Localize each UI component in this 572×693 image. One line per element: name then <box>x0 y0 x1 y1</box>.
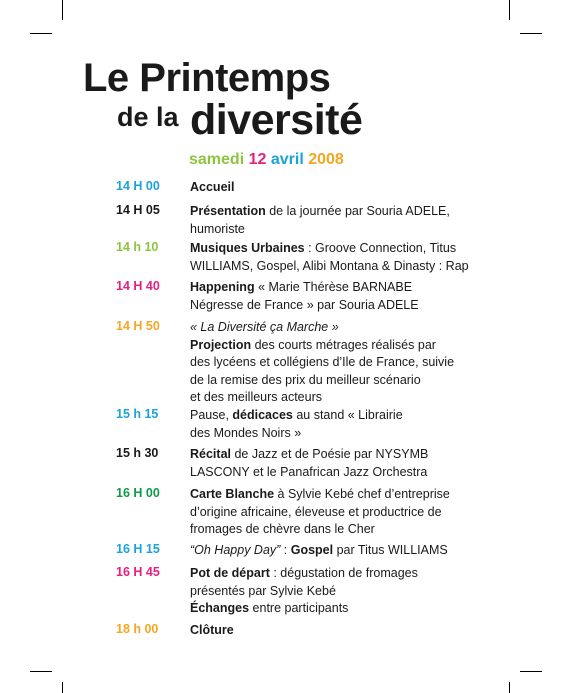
highlight-text: Musiques Urbaines <box>190 241 305 255</box>
description-line <box>190 258 510 276</box>
body-text: de la remise des prix du meilleur scénario <box>190 372 421 387</box>
body-text: à Sylvie Kebé chef d’entreprise <box>274 487 450 501</box>
entry-time: 14 H 40 <box>116 279 160 293</box>
highlight-text: Pot de départ <box>190 566 270 580</box>
entry-time: 14 h 10 <box>116 240 159 254</box>
body-text: fromages de chèvre dans le Cher <box>190 522 375 536</box>
entry-time: 15 h 15 <box>116 407 159 421</box>
highlight-text: Présentation <box>190 204 266 218</box>
body-text: humoriste <box>190 221 245 236</box>
body-text: présentés par Sylvie Kebé <box>190 583 336 598</box>
entry-description <box>190 179 510 197</box>
body-text: au stand « Librairie <box>292 408 403 422</box>
entry-time: 15 h 30 <box>116 446 159 460</box>
entry-description <box>190 240 510 275</box>
title-line-2-main: diversité <box>190 96 363 144</box>
body-text: WILLIAMS, Gospel, Alibi Montana & Dinasty : Rap <box>190 258 469 273</box>
description-line <box>190 297 510 315</box>
body-text: de la journée par Souria ADELE, <box>265 204 450 218</box>
body-text: de Jazz et de Poésie par NYSYMB <box>231 447 429 461</box>
entry-time: 16 H 15 <box>116 542 160 556</box>
date-year: 2008 <box>308 151 344 168</box>
description-line <box>190 279 510 297</box>
body-text: des Mondes Noirs » <box>190 425 302 440</box>
description-line <box>190 565 510 583</box>
entry-time: 14 H 00 <box>116 179 160 193</box>
entry-description <box>190 279 510 314</box>
highlight-text: Récital <box>190 447 231 461</box>
highlight-text: Clôture <box>190 623 234 637</box>
description-line <box>190 240 510 258</box>
description-line <box>190 425 510 443</box>
description-line <box>190 622 510 640</box>
entry-description <box>190 407 510 442</box>
event-title <box>0 0 572 150</box>
body-text: : Groove Connection, Titus <box>304 241 457 255</box>
entry-description <box>190 622 510 640</box>
description-line <box>190 354 510 372</box>
entry-description <box>190 565 510 618</box>
body-text: par Titus WILLIAMS <box>333 543 448 557</box>
entry-description <box>190 486 510 539</box>
highlight-text: dédicaces <box>232 408 293 422</box>
highlight-text: Échanges <box>190 601 250 615</box>
entry-time: 16 H 45 <box>116 565 160 579</box>
body-text: entre participants <box>249 601 349 615</box>
crop-mark-bottom-right-vertical <box>509 682 510 693</box>
entry-description <box>190 203 510 238</box>
date-number: 12 <box>248 151 267 168</box>
body-text: LASCONY et le Panafrican Jazz Orchestra <box>190 464 428 479</box>
description-line <box>190 221 510 239</box>
description-line <box>190 337 510 355</box>
entry-time: 14 H 50 <box>116 319 160 333</box>
italic-text: « La Diversité ça Marche » <box>190 320 339 334</box>
body-text: Négresse de France » par Souria ADELE <box>190 297 419 312</box>
body-text: Pause, <box>190 408 233 422</box>
crop-mark-bottom-left-horizontal <box>30 671 52 672</box>
entry-description <box>190 319 510 407</box>
body-text: des courts métrages réalisés par <box>251 337 436 352</box>
description-line <box>190 446 510 464</box>
date-month: avril <box>270 151 304 168</box>
crop-mark-bottom-left-vertical <box>62 682 63 693</box>
title-line-1: Le Printemps <box>83 56 331 100</box>
body-text: d’origine africaine, éleveuse et productrice de <box>190 504 442 519</box>
highlight-text: Accueil <box>190 180 235 194</box>
crop-mark-bottom-right-horizontal <box>520 671 542 672</box>
italic-text: “Oh Happy Day” <box>190 543 281 557</box>
description-line <box>190 389 510 407</box>
description-line <box>190 372 510 390</box>
description-line <box>190 203 510 221</box>
entry-time: 18 h 00 <box>116 622 159 636</box>
entry-time: 16 H 00 <box>116 486 160 500</box>
highlight-text: Happening <box>190 280 255 294</box>
entry-description <box>190 446 510 481</box>
body-text: : dégustation de fromages <box>269 566 418 580</box>
title-line-2-prefix: de la <box>117 102 179 132</box>
description-line <box>190 486 510 504</box>
event-date <box>189 151 344 169</box>
description-line <box>190 179 510 197</box>
body-text: : <box>280 543 291 557</box>
highlight-text: Projection <box>190 337 252 352</box>
description-line <box>190 521 510 539</box>
entry-time: 14 H 05 <box>116 203 160 217</box>
description-line <box>190 407 510 425</box>
highlight-text: Carte Blanche <box>190 487 275 501</box>
body-text: et des meilleurs acteurs <box>190 390 323 404</box>
description-line <box>190 319 510 337</box>
body-text: « Marie Thérèse BARNABE <box>254 280 413 294</box>
description-line <box>190 583 510 601</box>
date-day: samedi <box>189 151 245 168</box>
highlight-text: Gospel <box>290 543 334 557</box>
entry-description <box>190 542 510 560</box>
description-line <box>190 504 510 522</box>
body-text: des lycéens et collégiens d’Ile de France, suivie <box>190 355 455 369</box>
description-line <box>190 542 510 560</box>
description-line <box>190 464 510 482</box>
description-line <box>190 600 510 618</box>
